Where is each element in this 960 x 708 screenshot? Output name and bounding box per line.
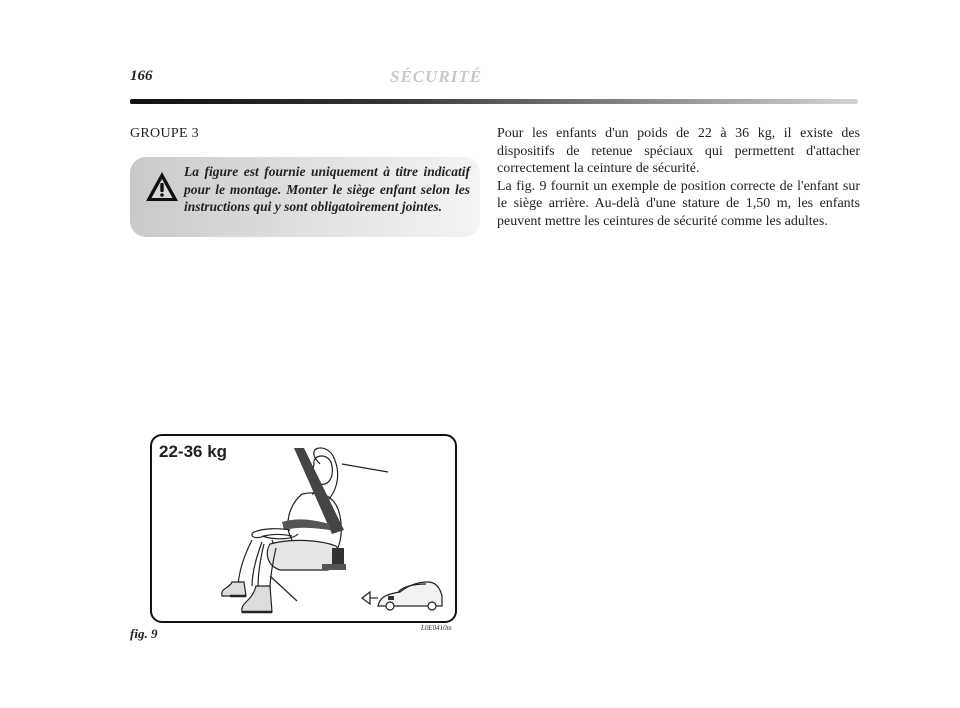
figure-frame xyxy=(150,434,457,623)
figure-code: L0E0410m xyxy=(421,624,452,632)
paragraph: La fig. 9 fournit un exemple de position correcte de l'enfant sur le siège arrière. Au-delà d'une stature de 1,50 m, les enfants peuvent mettre les ceintures de sécurité comme les adultes. xyxy=(497,178,860,229)
header-rule xyxy=(130,99,858,104)
group-heading: GROUPE 3 xyxy=(130,126,199,141)
child-seat-illustration xyxy=(152,436,455,621)
paragraph: Pour les enfants d'un poids de 22 à 36 kg, il existe des dispositifs de retenue spéciaux qui permettent d'attacher correctement la ceinture de sécurité. xyxy=(497,126,860,176)
warning-text-block xyxy=(144,163,470,216)
warning-text: La figure est fournie uniquement à titre indicatif pour le montage. Monter le siège enfant selon les instructions qui y sont obligatoirement jointes. xyxy=(184,164,470,214)
warning-box xyxy=(130,157,480,237)
body-text xyxy=(497,125,860,230)
section-title: SÉCURITÉ xyxy=(390,67,483,86)
weight-label: 22-36 kg xyxy=(159,442,228,461)
figure-caption: fig. 9 xyxy=(130,626,158,641)
page-number: 166 xyxy=(130,68,153,84)
